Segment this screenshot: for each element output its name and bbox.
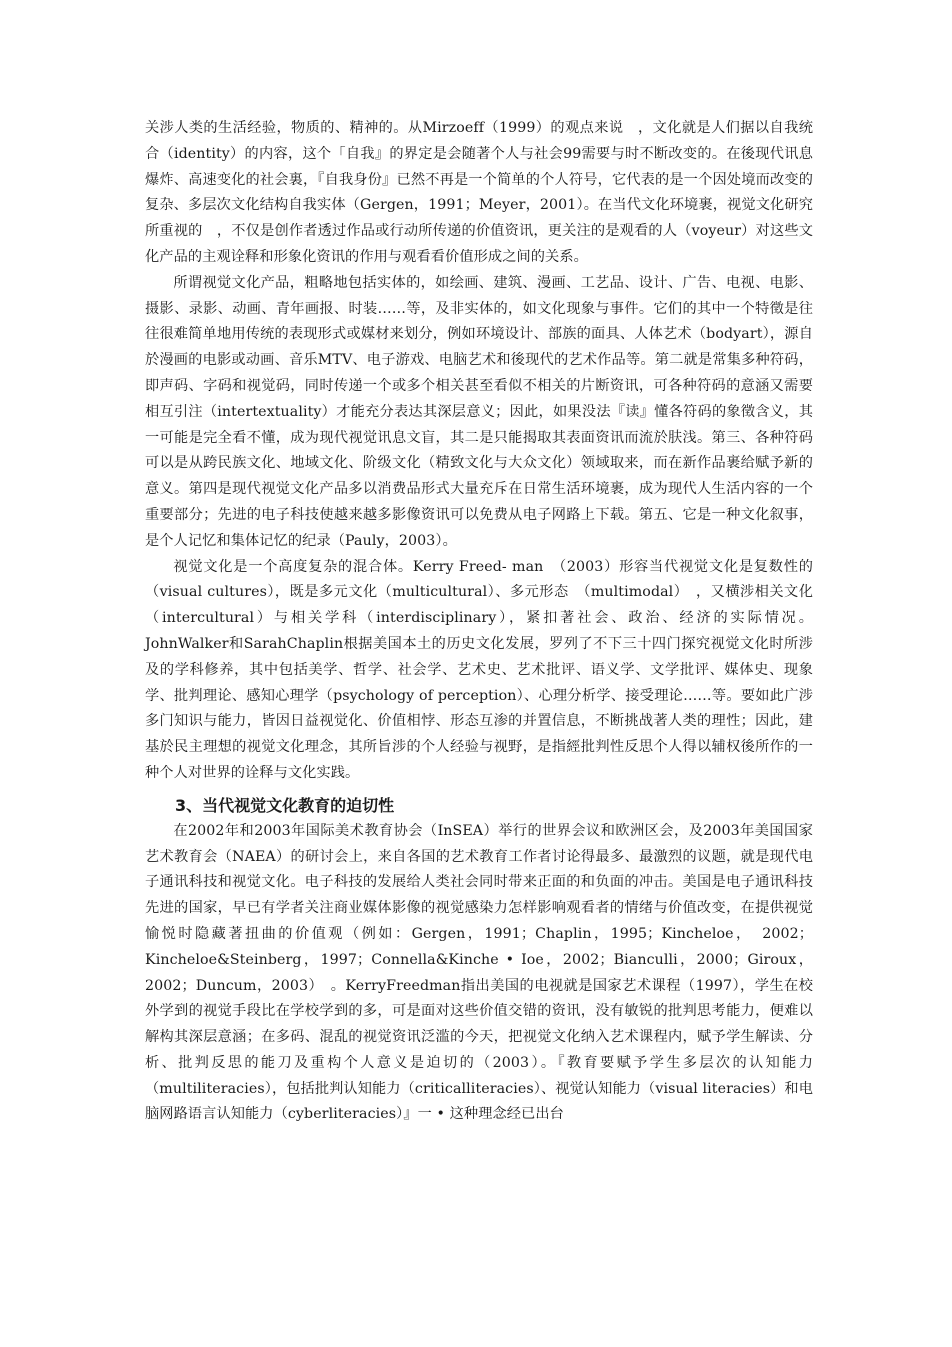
paragraph-3: 视觉文化是一个高度复杂的混合体。Kerry Freed- man （2003）形容当代视觉文化是复数性的（visual cultures），既是多元文化（multicultural）、多元形态 （multimodal） ，又横涉相关文化（intercultural）与相关学科（interdisciplinary），紧扣著社会、政治、经济的实际情况。JohnWalker和SarahChaplin根据美国本土的历史文化发展，罗列了不下三十四门探究视觉文化时所涉及的学科修养，其中包括美学、哲学、社会学、艺术史、艺术批评、语义学、文学批评、媒体史、现象学、批判理论、感知心理学（psychology of perception）、心理分析学、接受理论……等。要如此广涉多门知识与能力，皆因日益视觉化、价值相悖、形态互渗的并置信息，不断挑战著人类的理性；因此，建基於民主理想的视觉文化理念，其所旨涉的个人经验与视野，是指經批判性反思个人得以辅权後所作的一种个人对世界的诠释与文化实践。 bbox=[145, 558, 813, 781]
section-heading: 3、当代视觉文化教育的迫切性 bbox=[175, 795, 395, 815]
paragraph-4: 在2002年和2003年国际美术教育协会（InSEA）举行的世界会议和欧洲区会，及2003年美国国家艺术教育会（NAEA）的研讨会上，来自各国的艺术教育工作者讨论得最多、最激烈的议题，就是现代电子通讯科技和视觉文化。电子科技的发展给人类社会同时带来正面的和负面的冲击。美国是电子通讯科技先进的国家，早已有学者关注商业媒体影像的视觉感染力怎样影响观看者的情绪与价值改变，在提供视觉愉悦时隐藏著扭曲的价值观（例如：Gergen，1991；Chaplin，1995；Kincheloe， 2002；Kincheloe&Steinberg，1997；Connella&Kinche • Ioe，2002；Bianculli，2000；Giroux，2002；Duncum，2003） 。KerryFreedman指出美国的电视就是国家艺术课程（1997），学生在校外学到的视觉手段比在学校学到的多，可是面对这些价值交错的资讯，没有敏锐的批判思考能力，便难以解构其深层意涵；在多码、混乱的视觉资讯泛滥的今天，把视觉文化纳入艺术课程内，赋予学生解读、分析、批判反思的能刀及重构个人意义是迫切的（2003）。『教育要赋予学生多层次的认知能力（multiliteracies），包括批判认知能力（criticalliteracies）、视觉认知能力（visual literacies）和电脑网路语言认知能力（cyberliteracies）』一 • 这种理念经已出台 bbox=[145, 822, 813, 1123]
paragraph-2: 所谓视觉文化产品，粗略地包括实体的，如绘画、建筑、漫画、工艺品、设计、广告、电视、电影、摄影、录影、动画、青年画报、时装……等，及非实体的，如文化现象与事件。它们的其中一个特徵是往往很难简单地用传统的表现形式或媒材来划分，例如环境设计、部族的面具、人体艺术（bodyart），源自於漫画的电影或动画、音乐MTV、电子游戏、电脑艺术和後现代的艺术作品等。第二就是常集多种符码，即声码、字码和视觉码，同时传递一个或多个相关甚至看似不相关的片断资讯，可各种符码的意涵又需要相互引注（intertextuality）才能充分表达其深层意义；因此，如果没法『读』懂各符码的象徵含义，其一可能是完全看不懂，成为现代视觉讯息文盲，其二是只能揭取其表面资讯而流於肤浅。第三、各种符码可以是从跨民族文化、地域文化、阶级文化（精致文化与大众文化）领域取来，而在新作品裹给赋予新的意义。第四是现代视觉文化产品多以消费品形式大量充斥在日常生活环境裹，成为现代人生活内容的一个重要部分；先进的电子科技使越来越多影像资讯可以免费从电子网路上下载。第五、它是一种文化叙事，是个人记忆和集体记忆的纪录（Pauly，2003）。 bbox=[145, 274, 813, 549]
paragraph-1: 关涉人类的生活经验，物质的、精神的。从Mirzoeff（1999）的观点来说 ，文化就是人们据以自我统合（identity）的内容，这个「自我』的界定是会随著个人与社会99需要与时不断改变的。在後现代讯息爆炸、高速变化的社会裏，『自我身份』已然不再是一个简单的个人符号，它代表的是一个因处境而改变的复杂、多层次文化结构自我实体（Gergen，1991；Meyer，2001）。在当代文化环境裹，视觉文化研究所重视的 ，不仅是创作者透过作品或行动所传递的价值资讯，更关注的是观看的人（voyeur）对这些文化产品的主观诠释和形象化资讯的作用与观看看价值形成之间的关系。 bbox=[145, 120, 813, 265]
document-page bbox=[145, 116, 813, 1128]
